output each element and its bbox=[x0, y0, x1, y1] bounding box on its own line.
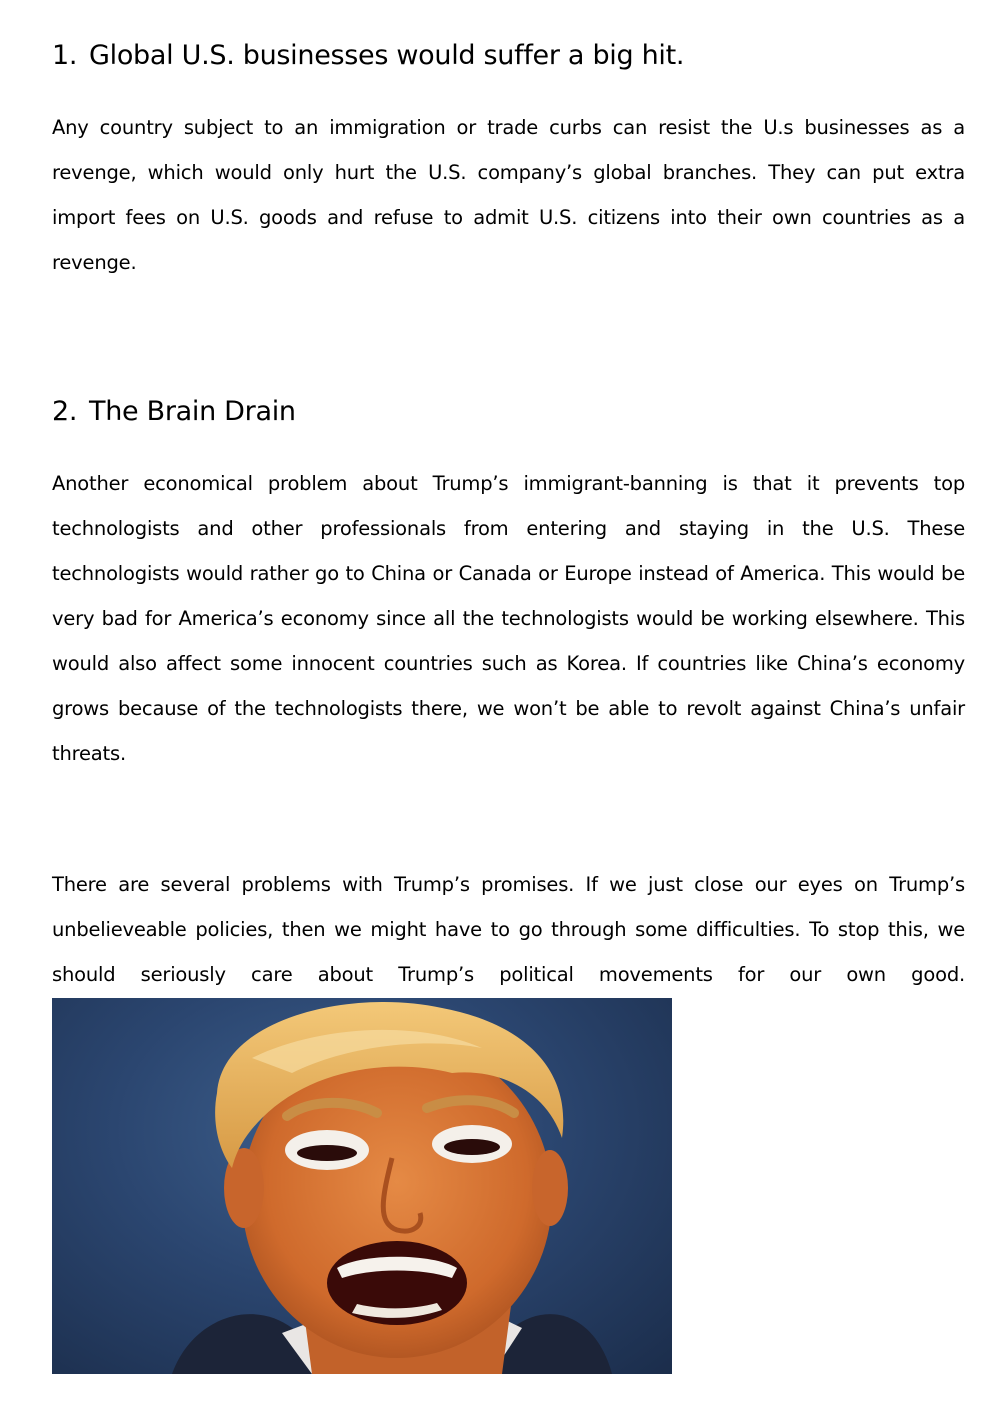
section-2-title: The Brain Drain bbox=[89, 396, 296, 427]
section-2-paragraph: Another economical problem about Trump’s immigrant-banning is that it prevents top technologists and other professionals from entering and staying in the U.S. These technologists would rather go to China or Canada or Europe instead of America. This would be very bad for America’s economy since all the technologists would be working elsewhere. This would also affect some innocent countries such as Korea. If countries like China’s economy grows because of the technologists there, we won’t be able to revolt against China’s unfair threats. bbox=[52, 472, 965, 765]
section-1-title: Global U.S. businesses would suffer a big hit. bbox=[89, 40, 685, 71]
section-2-number: 2. bbox=[52, 396, 78, 427]
section-1-number: 1. bbox=[52, 40, 78, 71]
portrait-illustration bbox=[52, 998, 672, 1374]
section-2-heading bbox=[52, 394, 296, 430]
section-1-heading bbox=[52, 38, 684, 74]
conclusion-paragraph: There are several problems with Trump’s promises. If we just close our eyes on Trump’s unbelieveable policies, then we might have to go through some difficulties. To stop this, we should seriously care about Trump’s political movements for our own good. bbox=[52, 873, 965, 986]
portrait-photo bbox=[52, 998, 672, 1374]
section-1-paragraph: Any country subject to an immigration or trade curbs can resist the U.s businesses as a revenge, which would only hurt the U.S. company’s global branches. They can put extra import fees on U.S. goods and refuse to admit U.S. citizens into their own countries as a revenge. bbox=[52, 116, 965, 274]
